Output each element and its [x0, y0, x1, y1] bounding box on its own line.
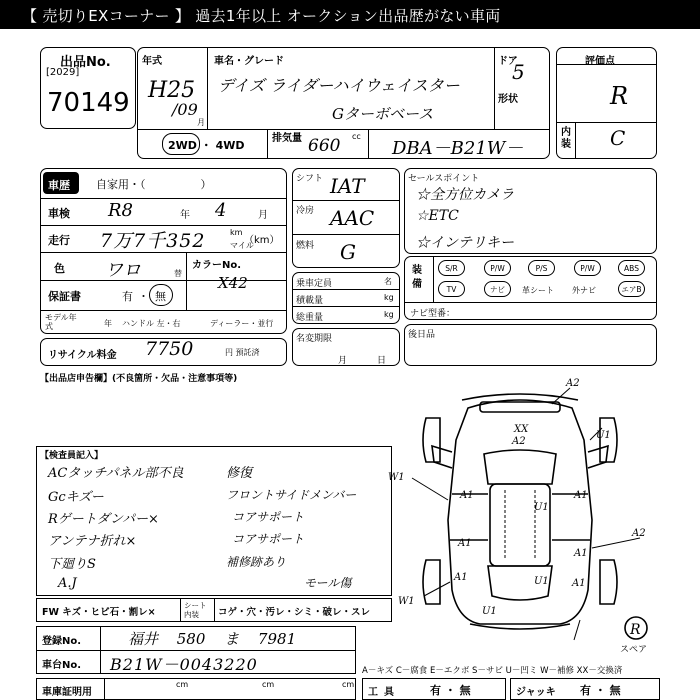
option-sr: S/R — [438, 260, 465, 276]
insp-line-12: モール傷 — [304, 576, 352, 590]
color-no-value: X42 — [218, 274, 248, 292]
diagram-mark-11: A1 — [454, 572, 468, 583]
mile-unit: マイル — [230, 241, 254, 250]
disp-label: 排気量 — [272, 133, 302, 144]
disp-hw: 660 — [308, 136, 341, 156]
color-value: ワロ — [105, 260, 141, 281]
diagram-mark-13: A1 — [572, 578, 586, 589]
diagram-mark-7: U1 — [534, 502, 549, 513]
options-label: 装備 — [412, 265, 422, 290]
warranty-label: 保証書 — [48, 290, 81, 303]
fuel-value: G — [340, 240, 356, 264]
chassis-value: B21W－0043220 — [110, 655, 258, 674]
option-abs: ABS — [618, 260, 645, 276]
option-leather: 革シート — [522, 286, 554, 295]
ac-value: AAC — [330, 206, 375, 230]
year-era: H25 — [148, 78, 196, 103]
color-suffix: 替 — [174, 269, 182, 278]
insp-line-6: A.J — [58, 576, 77, 591]
diagram-mark-5: W1 — [388, 472, 405, 483]
mileage-value: 7万7千352 — [100, 230, 206, 252]
diagram-mark-1: A2 — [566, 378, 580, 389]
legend-seat: シート内装 — [184, 601, 207, 619]
km-unit: km — [230, 228, 243, 237]
jack-value: 有 ・ 無 — [580, 684, 621, 697]
history-label: 車歴 — [48, 179, 70, 192]
year-month-unit: 月 — [197, 118, 205, 127]
name-label: 車名・グレード — [214, 56, 284, 67]
option-pw: P/W — [484, 260, 511, 276]
option-airbag: エアB — [618, 281, 645, 297]
diagram-mark-10: A1 — [574, 548, 588, 559]
cm-3: cm — [342, 680, 355, 689]
warranty-none: 無 — [155, 290, 166, 303]
diagram-mark-16: U1 — [482, 606, 497, 617]
insp-line-4: アンテナ折れ× — [48, 534, 137, 549]
interior-label: 内装 — [561, 127, 571, 150]
km-paren: （km） — [244, 235, 280, 246]
capacity-unit: 名 — [384, 277, 392, 286]
chassis-label: 車台No. — [42, 660, 82, 671]
diagram-mark-6: A1 — [460, 490, 474, 501]
model-year-unit: 年 — [104, 319, 112, 328]
load-label: 積載量 — [296, 296, 324, 306]
recycle-value: 7750 — [145, 338, 194, 360]
insp-line-7: 修復 — [226, 466, 253, 481]
gross-label: 総重量 — [296, 313, 324, 323]
diagram-mark-9: A1 — [458, 538, 472, 549]
option-ext-navi: 外ナビ — [572, 286, 596, 295]
shaken-year-unit: 年 — [180, 210, 190, 221]
shaken-month-unit: 月 — [258, 210, 268, 221]
diagram-mark-15: W1 — [398, 596, 415, 607]
diagram-mark-14: A2 — [632, 528, 646, 539]
interior-value: C — [610, 126, 626, 150]
reg-value: 福井 580 ま 7981 — [128, 630, 297, 648]
option-tv: TV — [438, 281, 465, 297]
recycle-unit: 円 預託済 — [225, 348, 260, 357]
tools-value: 有 ・ 無 — [430, 684, 471, 697]
diagram-mark-4: U1 — [596, 430, 611, 441]
reg-label: 登録No. — [42, 636, 82, 647]
grade-hw: Gターボベース — [332, 105, 434, 123]
cert-label: 車庫証明用 — [42, 687, 92, 698]
insp-line-11: 補修跡あり — [226, 555, 287, 569]
insp-line-8: フロントサイドメンバー — [226, 488, 357, 502]
navi-model-label: ナビ型番： — [410, 309, 456, 319]
insp-line-1: ACタッチパネル部不良 — [48, 466, 184, 481]
door-hw: 5 — [512, 60, 525, 84]
cc-unit: cc — [352, 132, 361, 141]
damage-codes: A－キズ C－腐食 E－エクボ S－サビ U－凹ミ W－補修 XX－交換済 — [362, 666, 623, 676]
model-code: DBA－B21W－ — [392, 138, 524, 159]
grade-value: R — [610, 82, 629, 110]
shaken-month: 4 — [215, 200, 227, 221]
cm-1: cm — [176, 680, 189, 689]
name-hw: デイズ ライダーハイウェイスター — [218, 76, 460, 95]
name-change-unit: 月日 — [338, 356, 417, 366]
shaken-era: R8 — [108, 200, 134, 221]
insp-line-9: コアサポート — [232, 510, 305, 524]
sales-point-1: ☆全方位カメラ — [416, 187, 514, 203]
sales-label: セールスポイント — [408, 174, 480, 184]
inspection-label: 【検査員記入】 — [40, 451, 104, 461]
handle-label: ハンドル 左・右 — [122, 319, 181, 328]
diagram-mark-3: A2 — [512, 436, 526, 447]
option-navi: ナビ — [484, 281, 511, 297]
shaken-label: 車検 — [48, 207, 70, 220]
door-label: ドア — [498, 56, 518, 67]
color-label: 色 — [54, 262, 65, 275]
diagram-mark-2: XX — [514, 424, 529, 435]
diagram-mark-8: A1 — [574, 490, 588, 501]
legend-seat-desc: コゲ・穴・汚レ・シミ・破レ・スレ — [218, 607, 371, 618]
shift-value: IAT — [330, 174, 365, 198]
cm-2: cm — [262, 680, 275, 689]
warranty-have: 有 — [122, 290, 133, 303]
load-unit: kg — [384, 293, 394, 302]
jack-label: ジャッキ — [516, 687, 556, 698]
diagram-mark-12: U1 — [534, 576, 549, 587]
gross-unit: kg — [384, 310, 394, 319]
sales-point-3: ☆インテリキー — [416, 235, 514, 251]
dealer-label: ディーラー・並行 — [210, 319, 274, 328]
insp-line-5: 下廻りS — [48, 557, 96, 572]
drive-type: 2WD ・ 4WD — [168, 139, 245, 152]
legend-fw: FW キズ・ヒビ石・割レ× — [42, 607, 156, 618]
lot-number: 70149 — [47, 88, 130, 118]
tools-label: 工具 — [368, 687, 400, 698]
model-year-label: モデル年式 — [45, 313, 77, 331]
sales-point-2: ☆ETC — [416, 208, 459, 224]
later-label: 後日品 — [408, 330, 436, 340]
spare-mark: R — [630, 622, 641, 638]
fuel-label: 燃料 — [296, 241, 315, 251]
year-month: /09 — [172, 100, 198, 119]
header-title: 【 売切りEXコーナー 】 過去1年以上 オークション出品歴がない車両 — [22, 7, 501, 25]
insp-line-3: Rゲートダンパー× — [48, 512, 159, 527]
lot-label: 出品No. — [60, 55, 111, 70]
shape-label: 形状 — [498, 94, 518, 105]
option-pw2: P/W — [574, 260, 601, 276]
history-value: 自家用・（ ） — [96, 178, 212, 191]
recycle-label: リサイクル料金 — [48, 350, 117, 361]
color-no-label: カラーNo. — [192, 260, 242, 271]
grade-label: 評価点 — [585, 56, 615, 67]
capacity-label: 乗車定員 — [296, 279, 333, 289]
insp-line-2: Gcキズー — [48, 490, 104, 505]
mileage-label: 走行 — [48, 234, 70, 247]
insp-line-10: コアサポート — [232, 532, 305, 546]
name-change-label: 名変期限 — [296, 334, 333, 344]
ac-label: 冷房 — [296, 206, 315, 216]
year-label: 年式 — [142, 56, 162, 67]
report-label: 【出品店申告欄】(不良箇所・欠品・注意事項等) — [40, 374, 238, 384]
spare-label: スペア — [620, 645, 648, 655]
lot-year-tag: [2029] — [46, 67, 80, 78]
shift-label: シフト — [296, 174, 324, 184]
option-ps: P/S — [528, 260, 555, 276]
